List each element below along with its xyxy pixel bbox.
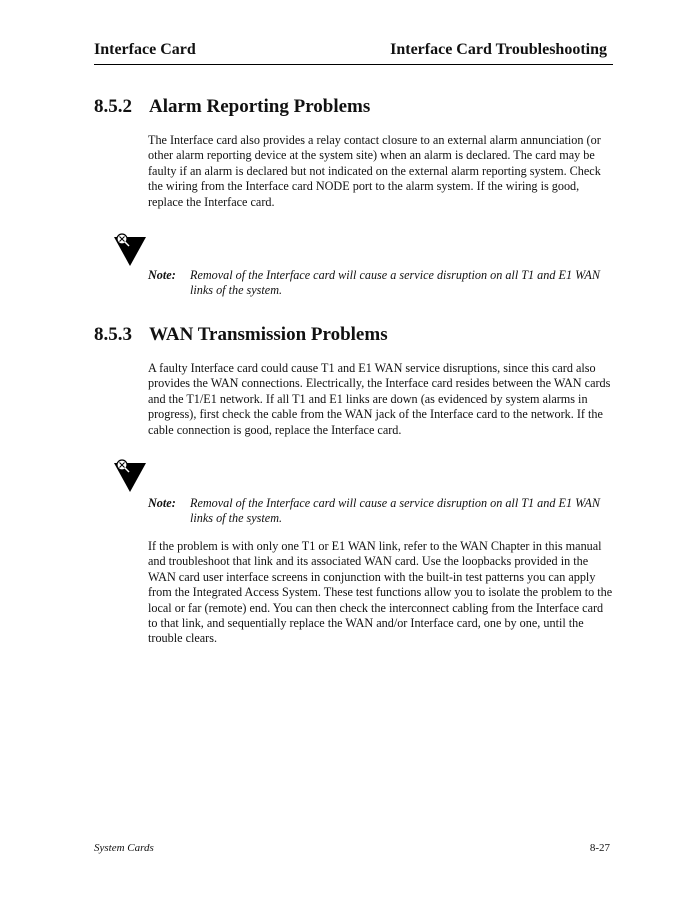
section-number: 8.5.2 [94, 96, 132, 117]
footer-chapter: System Cards [94, 842, 154, 854]
caution-note-icon [112, 233, 148, 269]
section-heading-wan-transmission [94, 324, 388, 346]
note-text: Removal of the Interface card will cause a service disruption on all T1 and E1 WAN links of the system. [190, 268, 600, 298]
caution-note-icon [112, 459, 148, 495]
alarm-reporting-paragraph: The Interface card also provides a relay contact closure to an external alarm annunciation (or other alarm reporting device at the system site) when an alarm is declared. The card may be faulty if an alarm is declared but not indicated on the external alarm reporting system. Check the wiring from the Interface card NODE port to the alarm system. If the wiring is good, replace the Interface card. [148, 133, 601, 209]
note-text: Removal of the Interface card will cause a service disruption on all T1 and E1 WAN links of the system. [190, 496, 600, 526]
note-label: Note: [148, 268, 176, 282]
page-header [94, 40, 613, 65]
footer-page-number: 8-27 [589, 842, 610, 854]
single-link-paragraph: If the problem is with only one T1 or E1 WAN link, refer to the WAN Chapter in this manual and troubleshoot that link and its associated WAN card. Use the loopbacks provided in the WAN card user interface screens in conjunction with the built-in test patterns you can apply from the Integrated Access System. These test functions allow you to isolate the problem to the local or far (remote) end. You can then check the interconnect cabling from the Interface card to that link, and sequentially replace the WAN and/or Interface card, one by one, until the trouble clears. [148, 539, 613, 646]
header-chapter-title: Interface Card [94, 41, 196, 58]
note-label: Note: [148, 496, 176, 510]
wan-transmission-paragraph: A faulty Interface card could cause T1 and E1 WAN service disruptions, since this card also provides the WAN connections. Electrically, the Interface card resides between the WAN cards and the T1/E1 network. If all T1 and E1 links are down (as evidenced by system alarms in progress), first check the cable from the WAN jack of the Interface card to the network. If the cable connection is good, replace the Interface card. [148, 361, 611, 437]
section-heading-alarm-reporting [94, 96, 370, 118]
section-number: 8.5.3 [94, 324, 132, 345]
section-title: Alarm Reporting Problems [149, 96, 371, 117]
section-title: WAN Transmission Problems [149, 324, 388, 345]
header-section-title: Interface Card Troubleshooting [390, 41, 607, 58]
